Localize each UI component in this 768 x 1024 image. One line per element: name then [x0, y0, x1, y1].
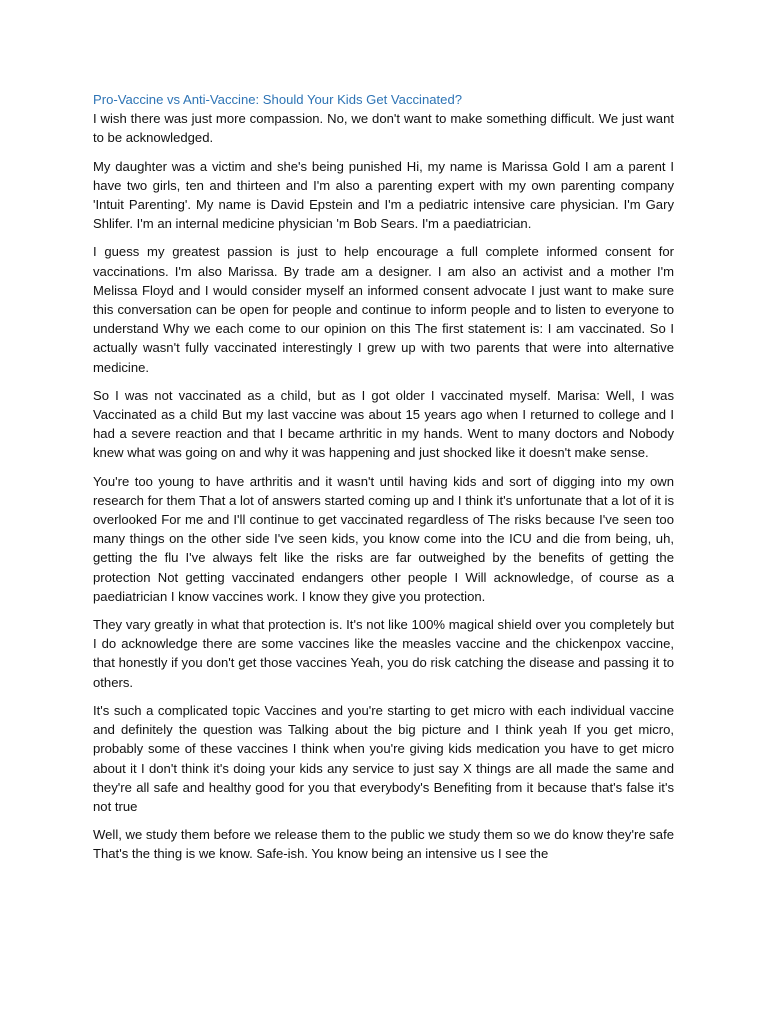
- document-page: [93, 90, 674, 873]
- paragraph-5: You're too young to have arthritis and it wasn't until having kids and sort of digging into my own research for them That a lot of answers started coming up and I think it's unfortunate that a lot of it is overlooked For me and I'll continue to get vaccinated regardless of The risks because I've seen too many things on the other side I've seen kids, you know come into the ICU and die from being, uh, getting the flu I've always felt like the risks are far outweighed by the benefits of getting the protection Not getting vaccinated endangers other people I Will acknowledge, of course as a paediatrician I know vaccines work. I know they give you protection.: [93, 473, 674, 604]
- paragraph-7: It's such a complicated topic Vaccines and you're starting to get micro with each individual vaccine and definitely the question was Talking about the big picture and I think yeah If you get micro, probably some of these vaccines I think when you're giving kids medication you have to get micro about it I don't think it's doing your kids any service to just say X things are all made the same and they're all safe and healthy good for you that everybody's Benefiting from it because that's false it's not true: [93, 702, 674, 814]
- paragraph-4: So I was not vaccinated as a child, but as I got older I vaccinated myself. Marisa: Well, I was Vaccinated as a child But my last vaccine was about 15 years ago when I returned to college and I had a severe reaction and that I became arthritic in my hands. Went to many doctors and Nobody knew what was going on and why it was happening and just shocked like it doesn't make sense.: [93, 387, 674, 461]
- paragraph-8: Well, we study them before we release them to the public we study them so we do know they're safe That's the thing is we know. Safe-ish. You know being an intensive us I see the: [93, 827, 674, 862]
- paragraph-3: I guess my greatest passion is just to help encourage a full complete informed consent for vaccinations. I'm also Marissa. By trade am a designer. I am also an activist and a mother I'm Melissa Floyd and I would consider myself an informed consent advocate I just want to make sure this conversation can be open for people and continue to inform people and to listen to everyone to understand Why we each come to our opinion on this The first statement is: I am vaccinated. So I actually wasn't fully vaccinated interestingly I grew up with two parents that were into alternative medicine.: [93, 244, 674, 375]
- paragraph-1: I wish there was just more compassion. No, we don't want to make something difficult. We just want to be acknowledged.: [93, 111, 674, 146]
- paragraph-6: They vary greatly in what that protection is. It's not like 100% magical shield over you completely but I do acknowledge there are some vaccines like the measles vaccine and the chickenpox vaccine, that honestly if you don't get those vaccines Yeah, you do risk catching the disease and passing it to others.: [93, 617, 674, 690]
- document-title: Pro-Vaccine vs Anti-Vaccine: Should Your Kids Get Vaccinated?: [93, 92, 463, 107]
- paragraph-2: My daughter was a victim and she's being punished Hi, my name is Marissa Gold I am a parent I have two girls, ten and thirteen and I'm also a parenting expert with my own parenting company 'Intuit Parenting'. My name is David Epstein and I'm a pediatric intensive care physician. I'm Gary Shlifer. I'm an internal medicine physician 'm Bob Sears. I'm a paediatrician.: [93, 158, 674, 232]
